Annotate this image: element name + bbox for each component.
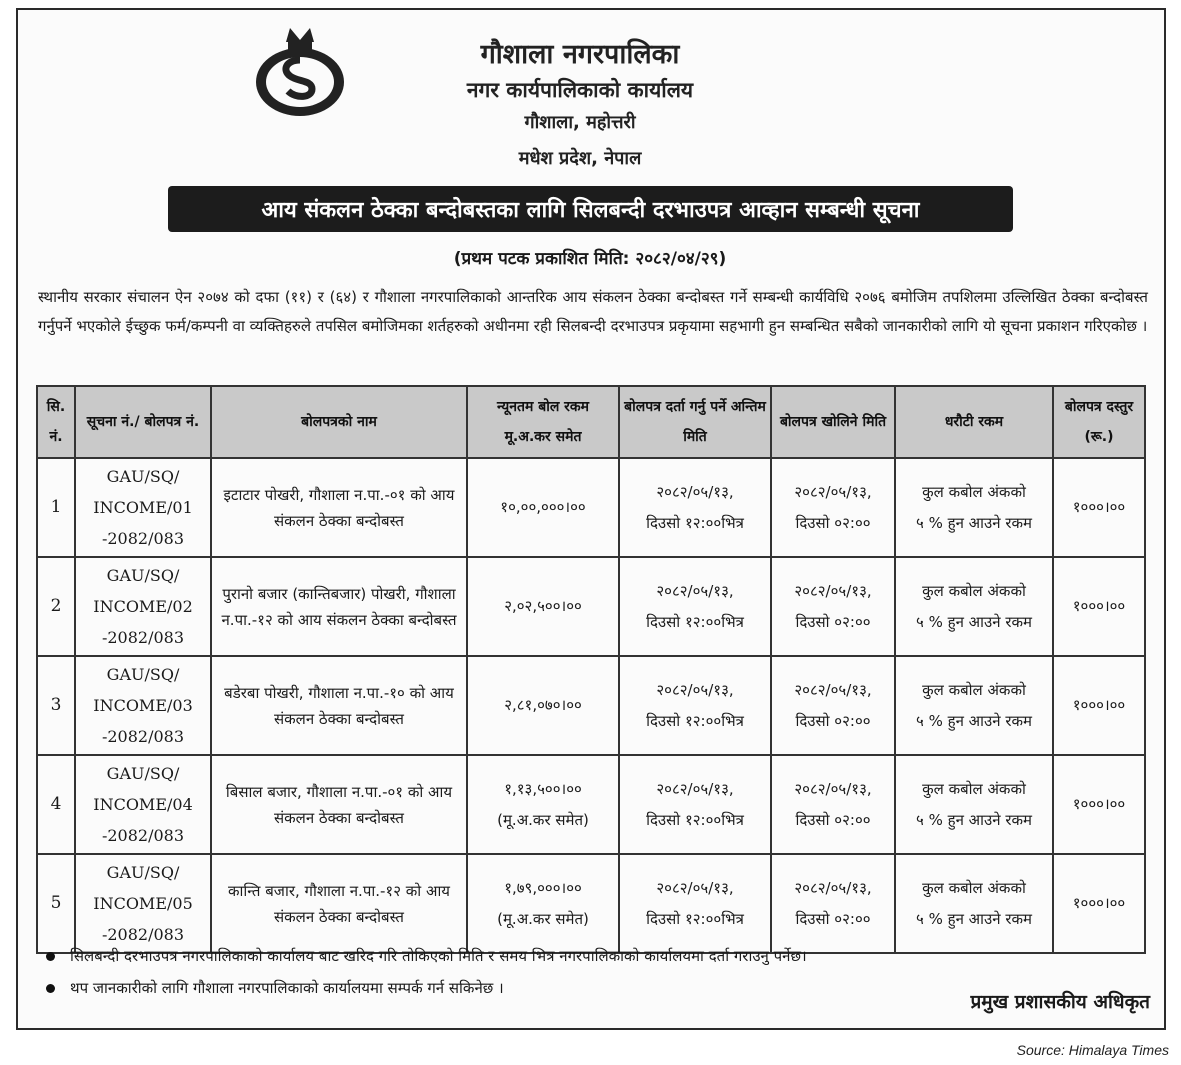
cell-fee bbox=[1053, 458, 1145, 557]
cell-ref-line: INCOME/02 bbox=[93, 597, 193, 616]
col-header-name: बोलपत्रको नाम bbox=[211, 386, 467, 458]
cell-deposit-line: ५ % हुन आउने रकम bbox=[916, 810, 1032, 829]
cell-sn bbox=[37, 656, 75, 755]
note-item: थप जानकारीको लागि गौशाला नगरपालिकाको कार्यालयमा सम्पर्क गर्न सकिनेछ । bbox=[42, 974, 1142, 1006]
cell-opening bbox=[771, 458, 895, 557]
cell-ref bbox=[75, 854, 211, 953]
cell-ref-line: -2082/083 bbox=[101, 826, 185, 845]
cell-opening bbox=[771, 656, 895, 755]
cell-ref-line: GAU/SQ/ bbox=[106, 665, 180, 684]
office-name: नगर कार्यपालिकाको कार्यालय bbox=[466, 78, 694, 102]
cell-ref-line: -2082/083 bbox=[101, 727, 185, 746]
cell-deposit bbox=[895, 557, 1053, 656]
cell-name-line: कान्ति बजार, गौशाला न.पा.-१२ को आय संकलन ठेक्का बन्दोबस्त bbox=[228, 881, 450, 926]
cell-deposit-line: कुल कबोल अंकको bbox=[922, 482, 1026, 501]
note-item: सिलबन्दी दरभाउपत्र नगरपालिकाको कार्यालय बाट खरिद गरि तोकिएको मिति र समय भित्र नगरपालिकाको कार्यालयमा दर्ता गराउनु पर्नेछ। bbox=[42, 942, 1142, 974]
tender-table bbox=[36, 385, 1146, 954]
cell-opening-line: दिउसो ०२:०० bbox=[795, 810, 871, 829]
cell-sn bbox=[37, 854, 75, 953]
cell-ref bbox=[75, 557, 211, 656]
cell-deposit bbox=[895, 656, 1053, 755]
cell-name-line: बिसाल बजार, गौशाला न.पा.-०१ को आय संकलन ठेक्का बन्दोबस्त bbox=[225, 782, 453, 827]
cell-fee-line: १०००।०० bbox=[1072, 498, 1126, 516]
cell-ref bbox=[75, 755, 211, 854]
cell-deposit-line: ५ % हुन आउने रकम bbox=[916, 513, 1032, 532]
cell-min-bid-line: १,७९,०००।०० bbox=[504, 878, 582, 897]
cell-min-bid bbox=[467, 656, 619, 755]
location: गौशाला, महोत्तरी bbox=[524, 112, 636, 133]
cell-name bbox=[211, 458, 467, 557]
cell-fee bbox=[1053, 854, 1145, 953]
cell-sn-line: 4 bbox=[50, 794, 62, 814]
cell-min-bid bbox=[467, 854, 619, 953]
cell-opening bbox=[771, 854, 895, 953]
cell-fee-line: १०००।०० bbox=[1072, 894, 1126, 912]
cell-ref-line: INCOME/04 bbox=[93, 795, 193, 814]
cell-ref-line: GAU/SQ/ bbox=[106, 863, 180, 882]
cell-opening-line: २०८२/०५/१३, bbox=[794, 779, 872, 798]
cell-min-bid bbox=[467, 755, 619, 854]
col-header-ref: सूचना नं./ बोलपत्र नं. bbox=[75, 386, 211, 458]
cell-deposit-line: ५ % हुन आउने रकम bbox=[916, 711, 1032, 730]
cell-ref-line: INCOME/05 bbox=[93, 894, 193, 913]
cell-opening-line: दिउसो ०२:०० bbox=[795, 513, 871, 532]
cell-name-line: इटाटार पोखरी, गौशाला न.पा.-०१ को आय संकलन ठेक्का बन्दोबस्त bbox=[223, 485, 455, 530]
cell-min-bid-line: २,०२,५००।०० bbox=[504, 597, 582, 615]
cell-deadline bbox=[619, 854, 771, 953]
cell-fee-line: १०००।०० bbox=[1072, 597, 1126, 615]
cell-opening-line: दिउसो ०२:०० bbox=[795, 612, 871, 631]
cell-fee-line: १०००।०० bbox=[1072, 696, 1126, 714]
cell-ref bbox=[75, 458, 211, 557]
cell-min-bid-line: २,८१,०७०।०० bbox=[504, 696, 582, 714]
cell-ref-line: GAU/SQ/ bbox=[106, 764, 180, 783]
cell-sn-line: 3 bbox=[50, 695, 62, 715]
cell-deposit-line: कुल कबोल अंकको bbox=[922, 581, 1026, 600]
cell-sn-line: 1 bbox=[50, 497, 62, 517]
col-header-fee: बोलपत्र दस्तुर (रू.) bbox=[1053, 386, 1145, 458]
province: मधेश प्रदेश, नेपाल bbox=[518, 148, 642, 169]
col-header-sn: सि. नं. bbox=[37, 386, 75, 458]
cell-ref-line: -2082/083 bbox=[101, 925, 185, 944]
intro-paragraph: स्थानीय सरकार संचालन ऐन २०७४ को दफा (११) र (६४) र गौशाला नगरपालिकाको आन्तरिक आय संकलन ठेक्का बन्दोबस्त गर्ने सम्बन्धी कार्यविधि २०७६ बमोजिम तपशिलमा उल्लिखित ठेक्का बन्दोबस्त गर्नुपर्ने भएकोले ईच्छुक फर्म/कम्पनी वा व्यक्तिहरुले तपसिल बमोजिमका शर्तहरुको अधीनमा रही सिलबन्दी दरभाउपत्र प्रकृयामा सहभागी हुन सम्बन्धित सबैको जानकारीको लागि यो सूचना प्रकाशन गरिएकोछ । bbox=[38, 288, 1148, 335]
cell-fee bbox=[1053, 755, 1145, 854]
cell-deadline-line: दिउसो १२:००भित्र bbox=[646, 612, 744, 631]
cell-deadline bbox=[619, 557, 771, 656]
cell-deadline bbox=[619, 656, 771, 755]
cell-ref-line: INCOME/03 bbox=[93, 696, 193, 715]
cell-name bbox=[211, 854, 467, 953]
cell-deposit bbox=[895, 755, 1053, 854]
table-row bbox=[37, 755, 1145, 854]
cell-deposit bbox=[895, 458, 1053, 557]
cell-ref-line: GAU/SQ/ bbox=[106, 566, 180, 585]
table-row bbox=[37, 557, 1145, 656]
cell-sn-line: 2 bbox=[50, 596, 62, 616]
cell-deadline-line: २०८२/०५/१३, bbox=[656, 680, 734, 699]
cell-deadline bbox=[619, 755, 771, 854]
cell-fee-line: १०००।०० bbox=[1072, 795, 1126, 813]
cell-sn bbox=[37, 755, 75, 854]
cell-deadline-line: २०८२/०५/१३, bbox=[656, 779, 734, 798]
cell-fee bbox=[1053, 656, 1145, 755]
cell-opening bbox=[771, 557, 895, 656]
cell-min-bid bbox=[467, 458, 619, 557]
cell-opening-line: दिउसो ०२:०० bbox=[795, 909, 871, 928]
cell-deposit-line: ५ % हुन आउने रकम bbox=[916, 612, 1032, 631]
cell-name-line: बडेरबा पोखरी, गौशाला न.पा.-१० को आय संकलन ठेक्का बन्दोबस्त bbox=[224, 683, 454, 728]
cell-deadline-line: दिउसो १२:००भित्र bbox=[646, 909, 744, 928]
cell-ref-line: GAU/SQ/ bbox=[106, 467, 180, 486]
signatory: प्रमुख प्रशासकीय अधिकृत bbox=[970, 991, 1150, 1013]
cell-min-bid bbox=[467, 557, 619, 656]
cell-min-bid-line: (मू.अ.कर समेत) bbox=[497, 810, 589, 829]
cell-deposit-line: ५ % हुन आउने रकम bbox=[916, 909, 1032, 928]
cell-ref bbox=[75, 656, 211, 755]
cell-min-bid-line: १,१३,५००।०० bbox=[504, 779, 582, 798]
cell-opening-line: २०८२/०५/१३, bbox=[794, 878, 872, 897]
cell-name-line: पुरानो बजार (कान्तिबजार) पोखरी, गौशाला न.पा.-१२ को आय संकलन ठेक्का बन्दोबस्त bbox=[221, 584, 457, 629]
table-row bbox=[37, 656, 1145, 755]
cell-name bbox=[211, 755, 467, 854]
cell-sn-line: 5 bbox=[50, 893, 62, 913]
cell-deadline-line: दिउसो १२:००भित्र bbox=[646, 513, 744, 532]
cell-deposit-line: कुल कबोल अंकको bbox=[922, 779, 1026, 798]
cell-ref-line: INCOME/01 bbox=[93, 498, 193, 517]
cell-opening-line: २०८२/०५/१३, bbox=[794, 680, 872, 699]
cell-deadline-line: दिउसो १२:००भित्र bbox=[646, 711, 744, 730]
cell-opening bbox=[771, 755, 895, 854]
cell-sn bbox=[37, 458, 75, 557]
cell-deadline-line: २०८२/०५/१३, bbox=[656, 878, 734, 897]
cell-fee bbox=[1053, 557, 1145, 656]
col-header-deadline: बोलपत्र दर्ता गर्नु पर्ने अन्तिम मिति bbox=[619, 386, 771, 458]
cell-ref-line: -2082/083 bbox=[101, 628, 185, 647]
cell-name bbox=[211, 557, 467, 656]
col-header-opening: बोलपत्र खोलिने मिति bbox=[771, 386, 895, 458]
table-row bbox=[37, 854, 1145, 953]
publication-date: (प्रथम पटक प्रकाशित मिति: २०८२/०४/२९) bbox=[453, 249, 727, 269]
cell-deposit-line: कुल कबोल अंकको bbox=[922, 878, 1026, 897]
source-credit: Source: Himalaya Times bbox=[1016, 1042, 1169, 1058]
cell-min-bid-line: (मू.अ.कर समेत) bbox=[497, 909, 589, 928]
col-header-min-bid: न्यूनतम बोल रकम मू.अ.कर समेत bbox=[467, 386, 619, 458]
cell-ref-line: -2082/083 bbox=[101, 529, 185, 548]
cell-deadline-line: २०८२/०५/१३, bbox=[656, 581, 734, 600]
cell-min-bid-line: १०,००,०००।०० bbox=[500, 498, 586, 516]
org-name: गौशाला नगरपालिका bbox=[480, 39, 680, 70]
cell-deposit bbox=[895, 854, 1053, 953]
cell-opening-line: २०८२/०५/१३, bbox=[794, 482, 872, 501]
cell-deposit-line: कुल कबोल अंकको bbox=[922, 680, 1026, 699]
table-row bbox=[37, 458, 1145, 557]
cell-deadline bbox=[619, 458, 771, 557]
table-header-row bbox=[37, 386, 1145, 458]
cell-deadline-line: दिउसो १२:००भित्र bbox=[646, 810, 744, 829]
cell-name bbox=[211, 656, 467, 755]
cell-sn bbox=[37, 557, 75, 656]
cell-deadline-line: २०८२/०५/१३, bbox=[656, 482, 734, 501]
cell-opening-line: दिउसो ०२:०० bbox=[795, 711, 871, 730]
cell-opening-line: २०८२/०५/१३, bbox=[794, 581, 872, 600]
col-header-deposit: धरौटी रकम bbox=[895, 386, 1053, 458]
notice-title: आय संकलन ठेक्का बन्दोबस्तका लागि सिलबन्दी दरभाउपत्र आव्हान सम्बन्धी सूचना bbox=[168, 186, 1013, 232]
